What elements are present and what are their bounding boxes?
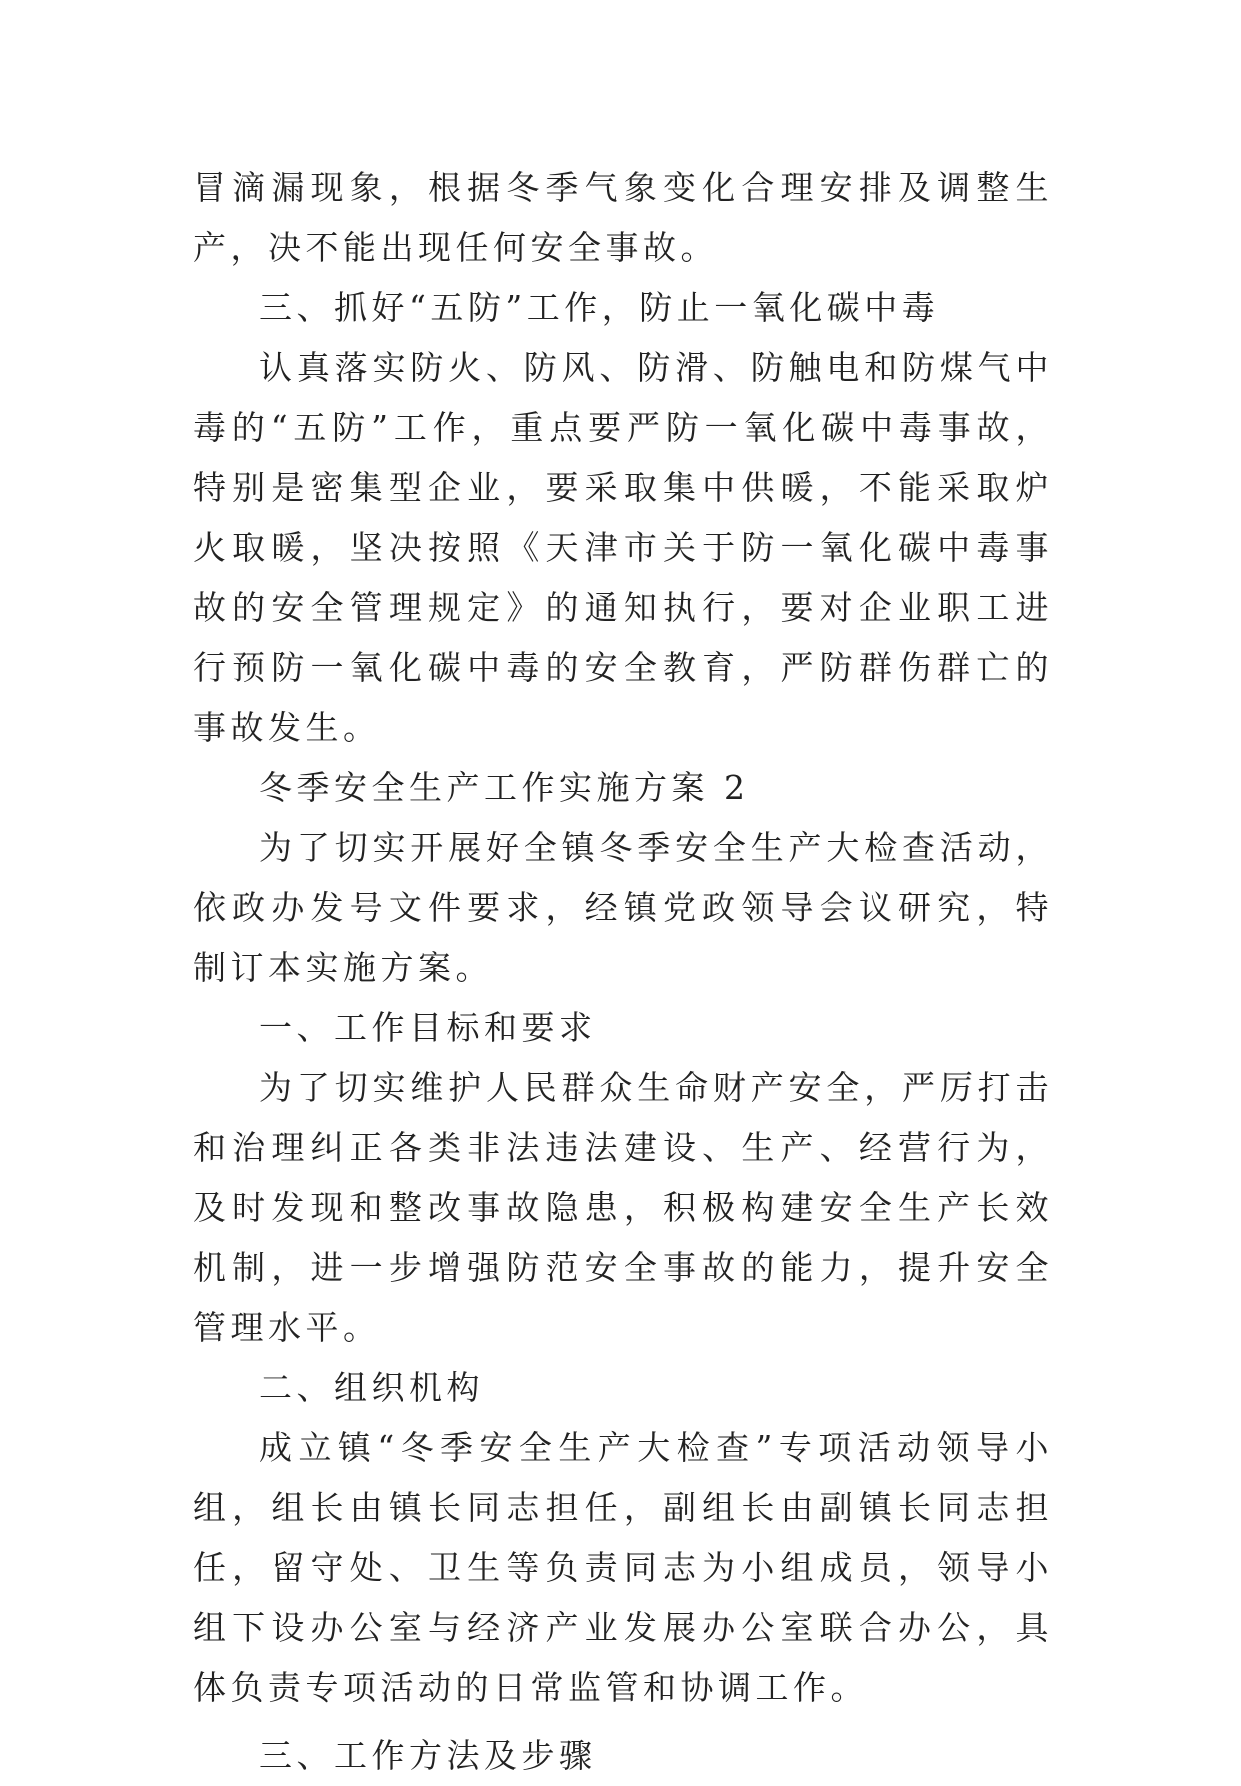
section-heading-methods: 三、工作方法及步骤 [259, 1736, 597, 1775]
section-heading-organization: 二、组织机构 [259, 1368, 484, 1407]
paragraph-five-prevention: 认真落实防火、防风、防滑、防触电和防煤气中毒的“五防”工作，重点要严防一氧化碳中毒事故，特别是密集型企业，要采取集中供暖，不能采取炉火取暖，坚决按照《天津市关于防一氧化碳中毒事故的安全管理规定》的通知执行，要对企业职工进行预防一氧化碳中毒的安全教育，严防群伤群亡的事故发生。 [193, 348, 1053, 747]
paragraph-continuation: 冒滴漏现象，根据冬季气象变化合理安排及调整生产，决不能出现任何安全事故。 [193, 168, 1053, 267]
document-body [193, 158, 1053, 1786]
plan-title: 冬季安全生产工作实施方案 2 [259, 768, 750, 807]
paragraph-plan-intro: 为了切实开展好全镇冬季安全生产大检查活动，依政办发号文件要求，经镇党政领导会议研究，特制订本实施方案。 [193, 828, 1053, 987]
paragraph-organization: 成立镇“冬季安全生产大检查”专项活动领导小组，组长由镇长同志担任，副组长由副镇长同志担任，留守处、卫生等负责同志为小组成员，领导小组下设办公室与经济产业发展办公室联合办公，具体负责专项活动的日常监管和协调工作。 [193, 1428, 1053, 1707]
paragraph-goals: 为了切实维护人民群众生命财产安全，严厉打击和治理纠正各类非法违法建设、生产、经营行为，及时发现和整改事故隐患，积极构建安全生产长效机制，进一步增强防范安全事故的能力，提升安全管理水平。 [193, 1068, 1053, 1347]
section-heading-five-prevention: 三、抓好“五防”工作，防止一氧化碳中毒 [259, 288, 940, 327]
section-heading-goals: 一、工作目标和要求 [259, 1008, 597, 1047]
